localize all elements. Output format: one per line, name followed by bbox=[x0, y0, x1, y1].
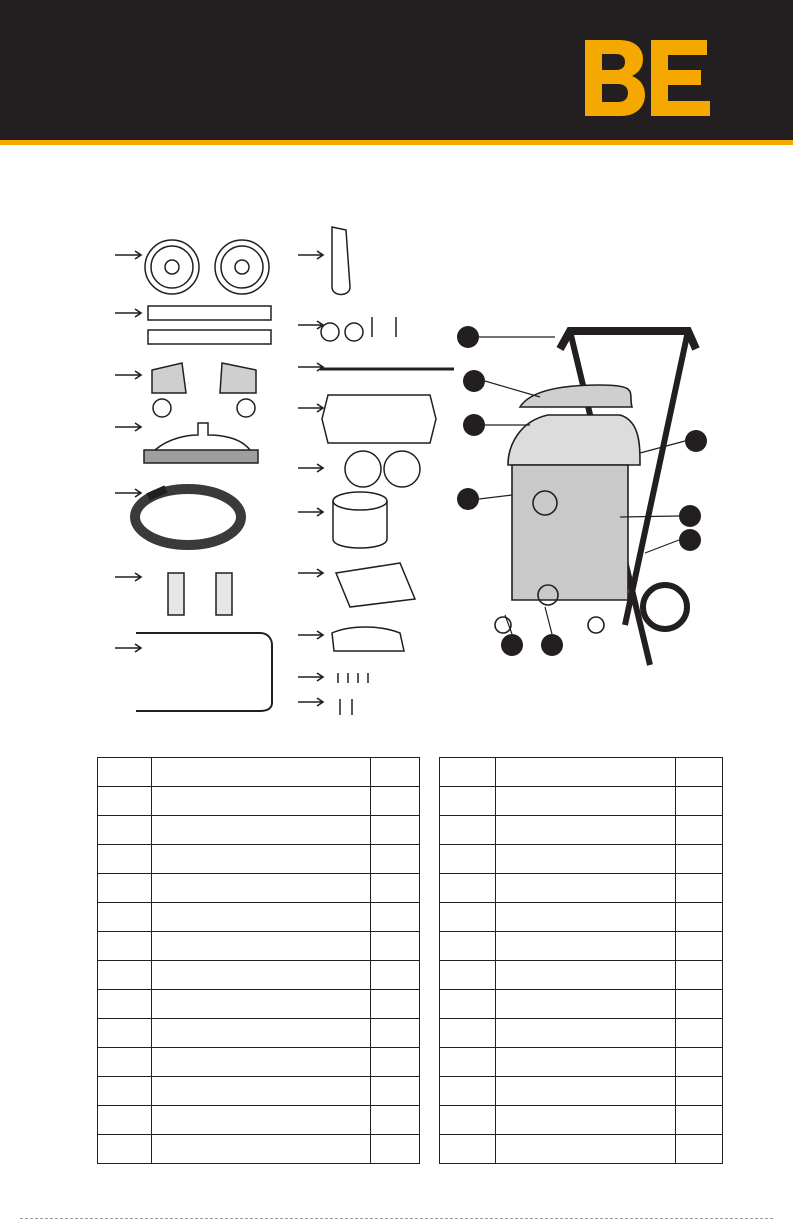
table-row bbox=[98, 903, 420, 932]
foam-strip-part bbox=[148, 306, 271, 320]
header-accent-rule bbox=[0, 140, 793, 145]
table-row bbox=[98, 961, 420, 990]
parts-table-body bbox=[98, 758, 420, 1164]
accessory-holder-part bbox=[322, 395, 436, 443]
filter-disc-part bbox=[384, 451, 420, 487]
table-row bbox=[440, 874, 723, 903]
crevice-tool-part bbox=[332, 227, 350, 295]
table-row bbox=[98, 874, 420, 903]
hose-part bbox=[135, 489, 241, 545]
caster-brackets-part bbox=[152, 363, 256, 417]
table-row bbox=[98, 758, 420, 787]
table-row bbox=[440, 787, 723, 816]
filter-bag-part bbox=[336, 563, 415, 607]
parts-table-body bbox=[440, 758, 723, 1164]
table-row bbox=[440, 990, 723, 1019]
table-row bbox=[440, 961, 723, 990]
table-row bbox=[440, 816, 723, 845]
adapters-part bbox=[321, 317, 396, 341]
vacuum-main-illustration bbox=[495, 331, 696, 665]
table-row bbox=[440, 1106, 723, 1135]
table-row bbox=[440, 1019, 723, 1048]
table-row bbox=[98, 787, 420, 816]
brand-logo bbox=[585, 40, 710, 116]
table-row bbox=[98, 1077, 420, 1106]
page-bottom-dashed-line bbox=[20, 1218, 773, 1219]
arrow-marker bbox=[115, 251, 141, 652]
screws-part bbox=[338, 673, 368, 715]
table-row bbox=[440, 903, 723, 932]
table-row bbox=[440, 1135, 723, 1164]
table-row bbox=[98, 1135, 420, 1164]
table-row bbox=[98, 1048, 420, 1077]
handle-part bbox=[136, 633, 272, 711]
parts-list-table-left bbox=[97, 757, 420, 1164]
table-row bbox=[98, 845, 420, 874]
filter-disc-part bbox=[345, 451, 381, 487]
table-row bbox=[440, 932, 723, 961]
floor-nozzle-part bbox=[144, 423, 258, 463]
table-row bbox=[98, 932, 420, 961]
table-row bbox=[98, 990, 420, 1019]
table-row bbox=[440, 845, 723, 874]
table-row bbox=[440, 1077, 723, 1106]
cartridge-filter-part bbox=[333, 492, 387, 548]
arrow-marker bbox=[298, 251, 323, 706]
utility-nozzle-part bbox=[332, 627, 404, 651]
table-row bbox=[440, 1048, 723, 1077]
table-row bbox=[98, 1019, 420, 1048]
parts-list-table-right bbox=[439, 757, 723, 1164]
table-row bbox=[98, 816, 420, 845]
parts-diagram bbox=[100, 215, 793, 735]
foam-strip-part bbox=[148, 330, 271, 344]
caster-wheels-part bbox=[145, 240, 269, 294]
table-row bbox=[440, 758, 723, 787]
be-logo-icon bbox=[585, 40, 710, 116]
clips-part bbox=[168, 573, 232, 615]
table-row bbox=[98, 1106, 420, 1135]
